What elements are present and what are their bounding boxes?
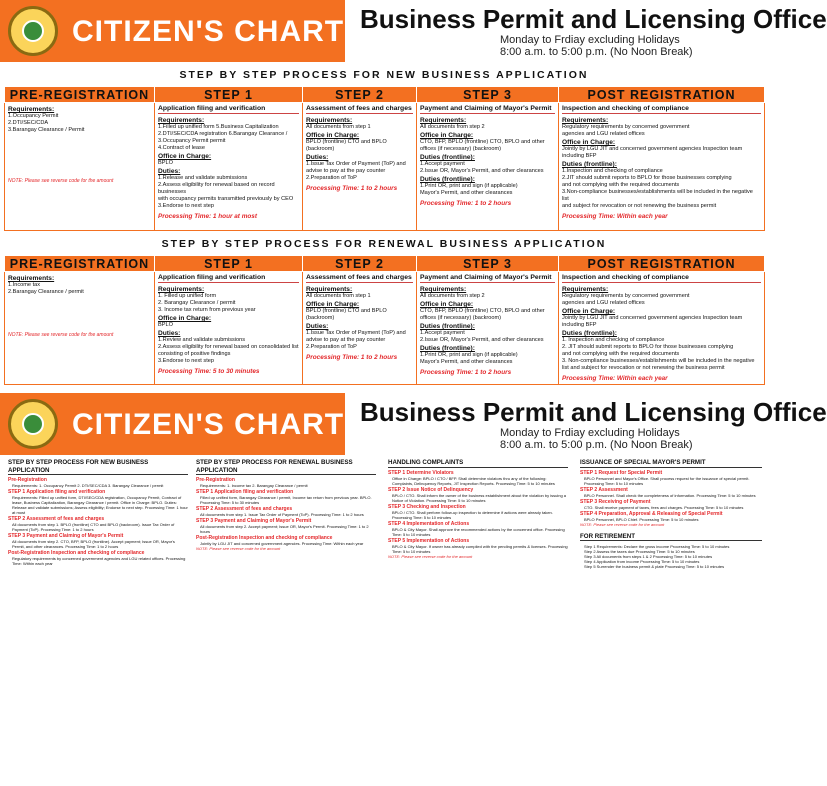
header — [0, 393, 827, 455]
new-app-table — [4, 86, 765, 231]
new-step3-cell: Payment and Claiming of Mayor's Permit Requirements: All documents from step 2 Office in Charge: CTO, BFP, BPLO (frontline) CTO, BPLO and other offices (if necessary) (backroom) Duties (frontline): 1.Accept payment 2.Issue OR, Mayor's Permit, and other clearances Duties (frontline): 1.Print OR, print and sign (if applicable) Mayor's Permit, and other clearances Processing Time: 1 to 2 hours — [417, 103, 559, 231]
charter-title: CITIZEN'S CHARTER — [72, 15, 388, 48]
back-col-new: STEP BY STEP PROCESS FOR NEW BUSINESS APPLICATION Pre-Registration Requirements: 1. Occupancy Permit 2. DTI/SEC/CDA 3. Barangay Clearance / permit STEP 1 Application filing and verification Requirements: Filled up unified form, DTI/SEC/CDA registration, Occupancy Permit, Contract of lease, Business Capitalization, Barangay Clearance / permit. Office in Charge: BPLO. Duties: Release and validate submissions; Assess eligibility; Endorse to next step. Processing Time: 1 hour at most STEP 2 Assessment of fees and charges All documents from step 1. BPLO (frontline) CTO and BPLO (backroom). Issue Tax Order of Payment (ToP). Processing Time: 1 to 2 hours STEP 3 Payment and Claiming of Mayor's Permit All documents from step 2. CTO, BFP, BPLO (frontline). Accept payment; Issue OR, Mayor's Permit, and other clearances. Processing Time: 1 to 2 hours Post-Registration Inspection and checking of compliance Regulatory requirements by concerned government agencies and LGU related offices. Processing Time: Within each year — [8, 459, 188, 566]
office-title: Business Permit and Licensing Office — [360, 4, 827, 34]
renew-app-title: STEP BY STEP PROCESS FOR RENEWAL BUSINESS APPLICATION — [161, 238, 607, 250]
hdr-step2: STEP 2 — [303, 256, 417, 272]
header — [0, 0, 827, 62]
hdr-post: POST REGISTRATION — [559, 87, 765, 103]
hdr-pre: PRE-REGISTRATION — [5, 256, 155, 272]
new-step1-cell: Application filing and verification Requirements: 1.Filled up unified form 5.Business Capitalization 2.DTI/SEC/CDA registration 6.Barangay Clearance / 3.Occupancy Permit permit 4.Contract of lease Office in Charge: BPLO Duties: 1.Release and validate submissions 2.Assess eligibility for renewal based on record businesses with occupancy permits transmitted previously by CEO 3.Endorse to next step Processing Time: 1 hour at most — [155, 103, 303, 231]
office-title: Business Permit and Licensing Office — [360, 397, 827, 427]
new-app-title: STEP BY STEP PROCESS FOR NEW BUSINESS APPLICATION — [179, 69, 589, 81]
renew-step2-cell: Assessment of fees and charges Requirements: All documents from step 1 Office in Charge: BPLO (frontline) CTO and BPLO (backroom) Duties: 1.Issue Tax Order of Payment (ToP) and advise to pay at the pay counter 2.Preparation of ToP Processing Time: 1 to 2 hours — [303, 272, 417, 385]
renew-app-table — [4, 255, 765, 385]
schedule: Monday to Frdiay excluding Holidays — [500, 34, 680, 46]
back-panel — [0, 393, 827, 786]
new-pre-cell: Requirements: 1.Occupancy Permit 2.DTI/SEC/CDA 3.Barangay Clearance / Permit NOTE: Please see reverse code for the amount — [5, 103, 155, 231]
city-seal-icon — [8, 6, 58, 56]
back-col-renew: STEP BY STEP PROCESS FOR RENEWAL BUSINESS APPLICATION Pre-Registration Requirements: 1. Income tax 2. Barangay Clearance / permit STEP 1 Application filing and verification Filled up unified form, Barangay Clearance / permit, Income tax return from previous year. BPLO. Processing Time: 5 to 30 minutes STEP 2 Assessment of fees and charges All documents from step 1. Issue Tax Order of Payment (ToP). Processing Time: 1 to 2 hours STEP 3 Payment and Claiming of Mayor's Permit All documents from step 2. Accept payment; Issue OR, Mayor's Permit. Processing Time: 1 to 2 hours Post-Registration Inspection and checking of compliance Jointly by LGU JIT and concerned government agencies. Processing Time: Within each year NOTE: Please see reverse code for the amount — [196, 459, 376, 783]
hdr-step2: STEP 2 — [303, 87, 417, 103]
schedule: Monday to Frdiay excluding Holidays — [500, 427, 680, 439]
hours: 8:00 a.m. to 5:00 p.m. (No Noon Break) — [500, 46, 693, 58]
back-col-special: ISSUANCE OF SPECIAL MAYOR'S PERMIT STEP 1 Request for Special Permit BPLO Personnel and Mayor's Office. Shall process request for the issuance of special permit. Processing Time: 5 to 10 minutes STEP 2 Assessment BPLO Personnel. Shall check the completeness of information. Processing Time: 5 to 10 minutes STEP 3 Receiving of Payment CTO. Shall receive payment of taxes, fees and charges. Processing Time: 5 to 10 minutes STEP 4 Preparation, Approval & Releasing of Special Permit BPLO Personnel, BPLO Chief. Processing Time: 5 to 10 minutes NOTE: Please see reverse code for the amount FOR RETIREMENT Step 1 Requirements: Declare the gross income Processing Time: 5 to 10 minutes Step 2 Assess the taxes due Processing Time: 5 to 10 minutes Step 3 All documents from steps 1 & 2 Processing Time: 5 to 10 minutes Step 4 Application from income Processing Time: 5 to 10 minutes Step 5 Surrender the business permit & plate Processing Time: 5 to 10 minutes — [580, 459, 762, 783]
hdr-step3: STEP 3 — [417, 256, 559, 272]
renew-step3-cell: Payment and Claiming of Mayor's Permit Requirements: All documents from step 2 Office in Charge: CTO, BFP, BPLO (frontline) CTO, BPLO and other offices (if necessary) (backroom) Duties (frontline): 1.Accept payment 2.Issue OR, Mayor's Permit, and other clearances Duties (frontline): 1.Print OR, print and sign (if applicable) Mayor's Permit, and other clearances Processing Time: 1 to 2 hours — [417, 272, 559, 385]
city-seal-icon — [8, 399, 58, 449]
hdr-pre: PRE-REGISTRATION — [5, 87, 155, 103]
renew-step1-cell: Application filing and verification Requirements: 1. Filled up unified form 2. Barangay Clearance / permit 3. Income tax return from previous year Office in Charge: BPLO Duties: 1.Review and validate submissions 2.Assess eligibility for renewal based on consolidated list consisting of positive findings 3.Endorse to next step Processing Time: 5 to 30 minutes — [155, 272, 303, 385]
hdr-step1: STEP 1 — [155, 256, 303, 272]
hdr-step3: STEP 3 — [417, 87, 559, 103]
back-col-complaints: HANDLING COMPLAINTS STEP 1 Determine Violators Office in Charge: BPLO / CTO / BFP. Shall determine violators thru any of the following: Complaints, Delinquency Reports, JIT Inspection Reports. Processing Time: 5 to 10 minutes STEP 2 Issue Notice of Delinquency BPLO / CTO. Shall inform the owner of the business establishment about the violation by issuing a Notice of Violation. Processing Time: 5 to 10 minutes STEP 3 Checking and Inspection BPLO / CTO. Shall perform follow-up inspection to determine if actions were already taken. Processing Time: 5 to 10 minutes STEP 4 Implementation of Actions BPLO & City Mayor. Shall approve the recommended actions by the concerned office. Processing Time: 5 to 10 minutes STEP 5 Implementation of Actions BPLO & City Mayor. If owner has already complied with the pending permits & licenses. Processing Time: 5 to 10 minutes NOTE: Please see reverse code for the amount — [388, 459, 568, 559]
hdr-step1: STEP 1 — [155, 87, 303, 103]
renew-post-cell: Inspection and checking of compliance Requirements: Regulatory requirements by concerned government agencies and LGU related offices Office in Charge: Jointly by LGU JIT and concerned government agencies Inspection team including BFP Duties (frontline): 1. Inspection and checking of compliance 2. JIT should submit reports to BPLO for those businesses complying and not complying with the required documents 3. Non-compliance businesses/establishments will be included in the negative list and subject for revocation or not renewing the business permit Processing Time: Within each year — [559, 272, 765, 385]
renew-pre-cell: Requirements: 1.Income tax 2.Barangay Clearance / permit NOTE: Please see reverse code for the amount — [5, 272, 155, 385]
hours: 8:00 a.m. to 5:00 p.m. (No Noon Break) — [500, 439, 693, 451]
hdr-post: POST REGISTRATION — [559, 256, 765, 272]
new-step2-cell: Assessment of fees and charges Requirements: All documents from step 1 Office in Charge: BPLO (frontline) CTO and BPLO (backroom) Duties: 1.Issue Tax Order of Payment (ToP) and advise to pay at the pay counter 2.Preparation of ToP Processing Time: 1 to 2 hours — [303, 103, 417, 231]
new-post-cell: Inspection and checking of compliance Requirements: Regulatory requirements by concerned government agencies and LGU related offices Office in Charge: Jointly by LGU JIT and concerned government agencies Inspection team including BFP Duties (frontline): 1.Inspection and checking of compliance 2.JIT should submit reports to BPLO for those businesses complying and not complying with the required documents 3.Non-compliance businesses/establishments will be included in the negative list and subject for revocation or not renewing the business permit Processing Time: Within each year — [559, 103, 765, 231]
charter-title: CITIZEN'S CHARTER — [72, 408, 388, 441]
